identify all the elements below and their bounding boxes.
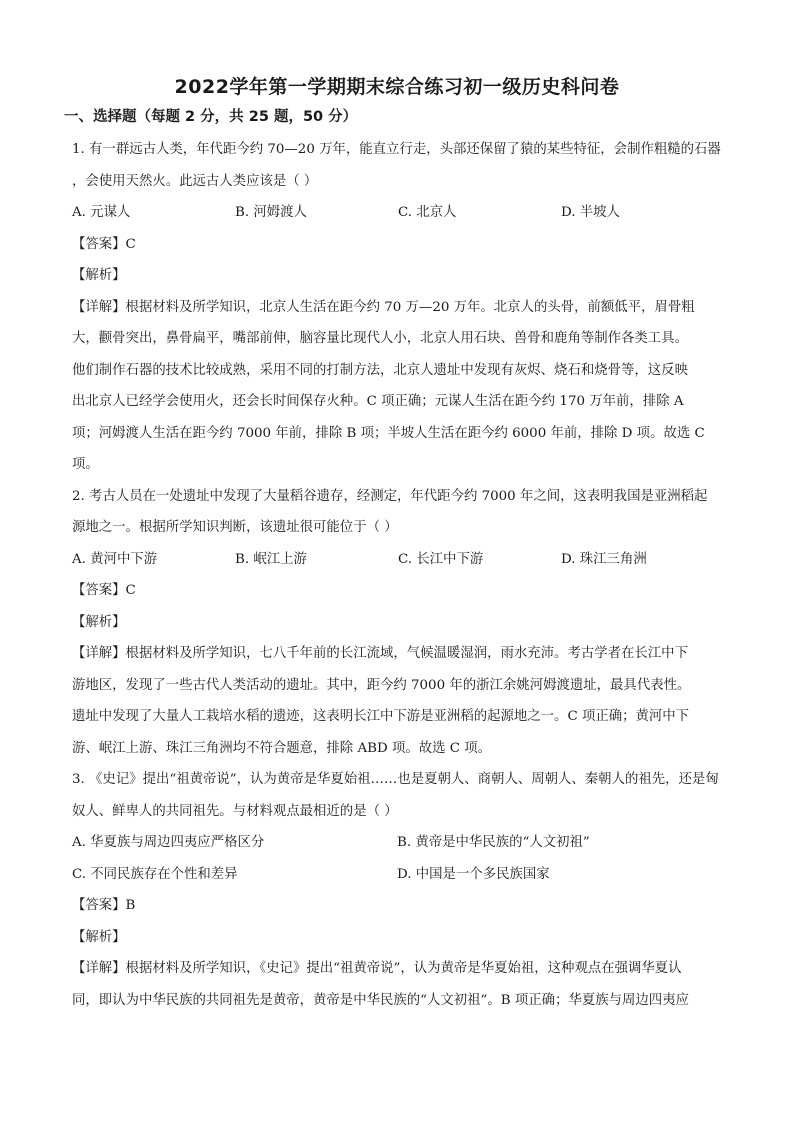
option-c: C. 长江中下游 — [398, 551, 484, 567]
option-a: A. 元谋人 — [72, 205, 131, 220]
question-stem-line: 1. 有一群远古人类，年代距今约 70—20 万年，能直立行走，头部还保留了猿的某些特征，会制作粗糙的石器 — [72, 142, 721, 157]
detail-line: 项；河姆渡人生活在距今约 7000 年前，排除 B 项；半坡人生活在距今约 6000 年前，排除 D 项。故选 C — [72, 425, 705, 441]
detail-line: 他们制作石器的技术比较成熟，采用不同的打制方法，北京人遗址中发现有灰烬、烧石和烧骨等，这反映 — [72, 362, 688, 378]
analysis-label: 【解析】 — [72, 929, 126, 945]
question-2 — [72, 481, 722, 765]
option-b: B. 岷江上游 — [235, 551, 307, 567]
question-stem-line: 2. 考古人员在一处遗址中发现了大量稻谷遗存，经测定，年代距今约 7000 年之间，这表明我国是亚洲稻起 — [72, 488, 708, 504]
option-b: B. 黄帝是中华民族的“人文初祖” — [397, 835, 590, 850]
answer-label: 【答案】C — [72, 583, 136, 598]
option-c: C. 北京人 — [398, 205, 457, 220]
option-d: D. 半坡人 — [561, 205, 620, 220]
detail-line: 出北京人已经学会使用火，还会长时间保存火种。C 项正确；元谋人生活在距今约 170 万年前，排除 A — [72, 394, 684, 409]
analysis-label: 【解析】 — [72, 268, 126, 283]
detail-line: 游地区，发现了一些古代人类活动的遗址。其中，距今约 7000 年的浙江余姚河姆渡遗址，最具代表性。 — [72, 677, 691, 693]
options-row — [72, 827, 722, 859]
option-b: B. 河姆渡人 — [235, 205, 307, 220]
detail-line: 大，颧骨突出，鼻骨扁平，嘴部前伸，脑容量比现代人小，北京人用石块、兽骨和鹿角等制作各类工具。 — [72, 331, 688, 346]
question-stem-line: ，会使用天然火。此远古人类应该是（ ） — [72, 173, 318, 189]
options-row — [72, 544, 722, 576]
analysis-label: 【解析】 — [72, 614, 126, 630]
option-a: A. 华夏族与周边四夷应严格区分 — [72, 835, 265, 850]
option-d: D. 珠江三角洲 — [561, 551, 647, 567]
option-c: C. 不同民族存在个性和差异 — [72, 866, 238, 882]
options-row — [72, 859, 722, 891]
answer-label: 【答案】B — [72, 898, 136, 913]
answer-label: 【答案】C — [72, 236, 136, 252]
options-row — [72, 197, 722, 229]
question-stem-line: 源地之一。根据所学知识判断，该遗址很可能位于（ ） — [72, 520, 398, 535]
option-a: A. 黄河中下游 — [72, 551, 158, 567]
question-3 — [72, 764, 722, 1016]
detail-line: 【详解】根据材料及所学知识，《史记》提出“祖黄帝说”，认为黄帝是华夏始祖，这种观点在强调华夏认 — [72, 961, 682, 976]
detail-line: 游、岷江上游、珠江三角洲均不符合题意，排除 ABD 项。故选 C 项。 — [72, 740, 492, 756]
option-d: D. 中国是一个多民族国家 — [397, 866, 550, 882]
section-heading: 一、选择题（每题 2 分，共 25 题，50 分） — [64, 109, 358, 125]
detail-line: 同，即认为中华民族的共同祖先是黄帝，黄帝是中华民族的“人文初祖”。B 项正确；华夏族与周边四夷应 — [72, 992, 689, 1008]
question-stem-line: 奴人、鲜卑人的共同祖先。与材料观点最相近的是（ ） — [72, 803, 398, 819]
question-stem-line: 3. 《史记》提出“祖黄帝说”，认为黄帝是华夏始祖……也是夏朝人、商朝人、周朝人、秦朝人的祖先，还是匈 — [72, 772, 719, 787]
detail-line: 【详解】根据材料及所学知识，北京人生活在距今约 70 万—20 万年。北京人的头骨，前额低平，眉骨粗 — [72, 299, 695, 315]
detail-line: 项。 — [72, 457, 99, 472]
detail-line: 遗址中发现了大量人工栽培水稻的遗迹，这表明长江中下游是亚洲稻的起源地之一。C 项正确；黄河中下 — [72, 709, 690, 724]
detail-line: 【详解】根据材料及所学知识，七八千年前的长江流域，气候温暖湿润，雨水充沛。考古学者在长江中下 — [72, 646, 688, 661]
page-title: 2022学年第一学期期末综合练习初一级历史科问卷 — [174, 76, 620, 98]
question-1 — [72, 134, 722, 481]
